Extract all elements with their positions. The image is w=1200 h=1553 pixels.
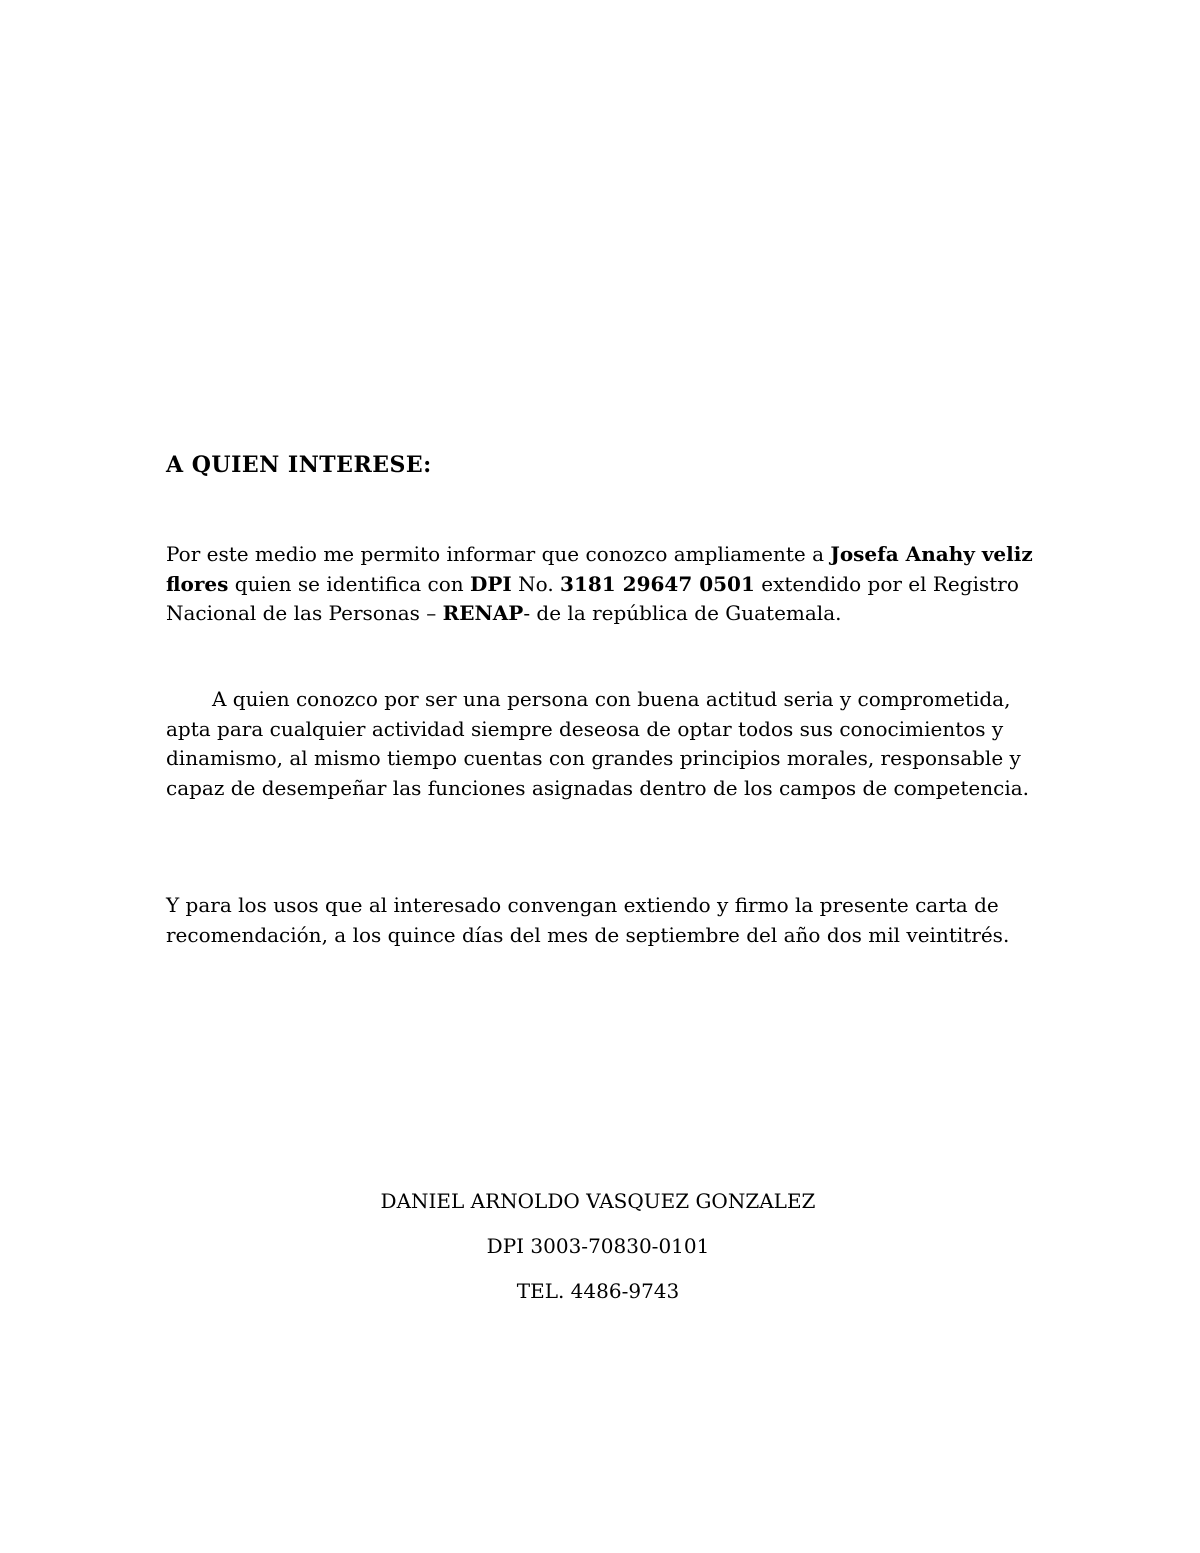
paragraph-identification [166,540,1036,629]
signature-dpi: DPI 3003-70830-0101 [486,1234,710,1258]
p1-intro-text: Por este medio me permito informar que conozco ampliamente a [166,542,831,566]
p1-mid-text-3: extendido por el Registro Nacional de las Personas – [166,571,1019,625]
signature-phone: TEL. 4486-9743 [516,1279,680,1303]
dpi-label: DPI [470,571,512,596]
dpi-number: 3181 29647 0501 [560,571,755,596]
person-name: Josefa Anahy veliz flores [166,542,1033,596]
paragraph-closing: Y para los usos que al interesado convengan extiendo y firmo la presente carta de recomendación, a los quince días del mes de septiembre del año dos mil veintitrés. [166,893,1010,947]
signature-name: DANIEL ARNOLDO VASQUEZ GONZALEZ [380,1189,816,1213]
p1-mid-text-2: No. [511,571,561,596]
paragraph-description: A quien conozco por ser una persona con buena actitud seria y comprometida, apta para cualquier actividad siempre deseosa de optar todos sus conocimientos y dinamismo, al mismo tiempo cuentas con grandes principios morales, responsable y capaz de desempeñar las funciones asignadas dentro de los campos de competencia. [166,687,1030,800]
letter-heading: A QUIEN INTERESE: [166,452,432,478]
p1-end-text: - de la república de Guatemala. [523,601,842,625]
p1-mid-text-1: quien se identifica con [228,571,471,596]
renap-label: RENAP [442,601,524,625]
